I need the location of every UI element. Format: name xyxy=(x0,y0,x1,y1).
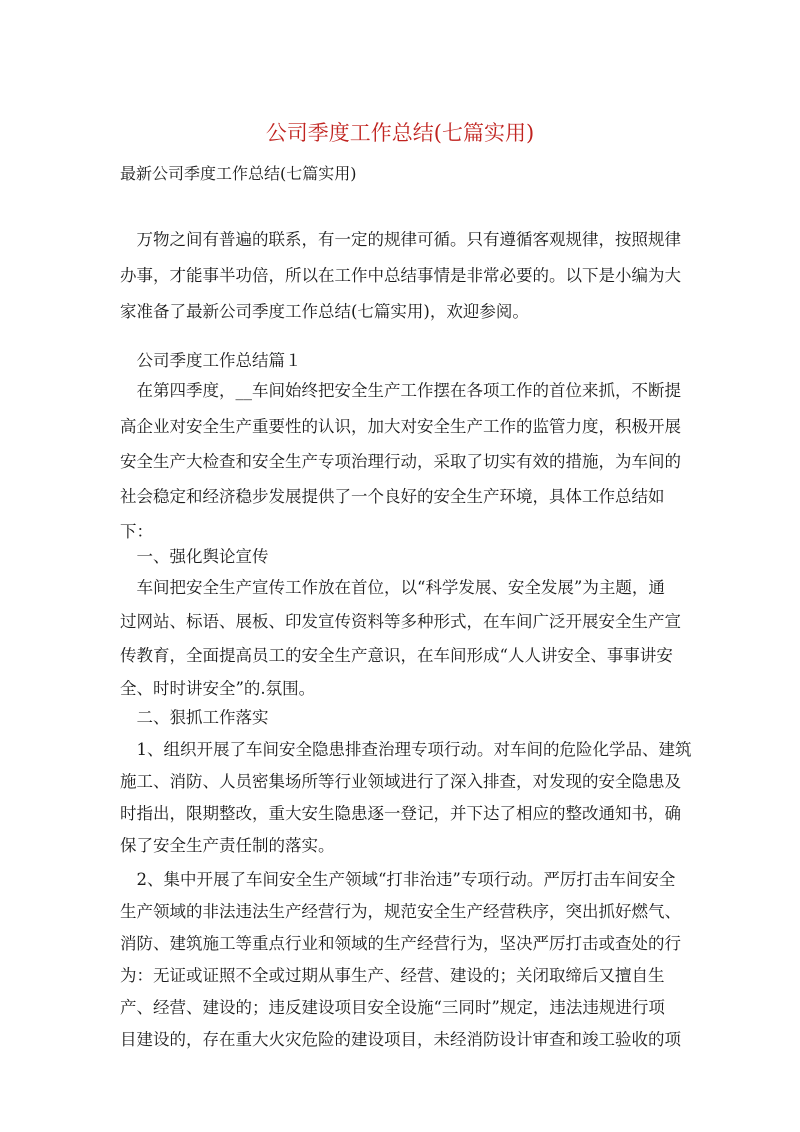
body-line: 施工、消防、人员密集场所等行业领域进行了深入排查，对发现的安全隐患及 xyxy=(120,772,681,791)
body-line: 生产领域的非法违法生产经营行为，规范安全生产经营秩序，突出抓好燃气、 xyxy=(120,902,681,921)
body-line: 时指出，限期整改，重大安生隐患逐一登记，并下达了相应的整改通知书，确 xyxy=(120,804,681,823)
intro-line: 家准备了最新公司季度工作总结(七篇实用)，欢迎参阅。 xyxy=(120,302,529,321)
section-heading: 公司季度工作总结篇１ xyxy=(120,351,302,370)
body-line: 目建设的，存在重大火灾危险的建设项目，未经消防设计审查和竣工验收的项 xyxy=(120,1030,681,1049)
body-line: 为：无证或证照不全或过期从事生产、经营、建设的；关闭取缔后又擅自生 xyxy=(120,966,665,985)
section-heading: 二、狠抓工作落实 xyxy=(120,708,269,727)
intro-line: 办事，才能事半功倍，所以在工作中总结事情是非常必要的。以下是小编为大 xyxy=(120,266,681,285)
section-heading: 一、强化舆论宣传 xyxy=(120,547,269,566)
body-line: 高企业对安全生产重要性的认识，加大对安全生产工作的监管力度，积极开展 xyxy=(120,417,681,436)
body-line: 车间把安全生产宣传工作放在首位，以“科学发展、安全发展”为主题，通 xyxy=(120,578,665,597)
body-line: 在第四季度，__车间始终把安全生产工作摆在各项工作的首位来抓，不断提 xyxy=(120,381,681,400)
document-title: 公司季度工作总结(七篇实用) xyxy=(265,121,535,145)
intro-line: 万物之间有普遍的联系，有一定的规律可循。只有遵循客观规律，按照规律 xyxy=(120,230,681,249)
body-line: 2、集中开展了车间安全生产领域“打非治违”专项行动。严厉打击车间安全 xyxy=(120,870,676,889)
body-line: 下： xyxy=(120,522,153,541)
document-subtitle: 最新公司季度工作总结(七篇实用) xyxy=(120,164,357,183)
body-line: 社会稳定和经济稳步发展提供了一个良好的安全生产环境，具体工作总结如 xyxy=(120,487,665,506)
body-line: 产、经营、建设的；违反建设项目安全设施“三同时”规定，违法违规进行项 xyxy=(120,998,665,1017)
body-line: 全、时时讲安全”的.氛围。 xyxy=(120,679,316,698)
body-line: 传教育，全面提高员工的安全生产意识，在车间形成“人人讲安全、事事讲安 xyxy=(120,646,673,665)
body-line: 过网站、标语、展板、印发宣传资料等多种形式，在车间广泛开展安全生产宣 xyxy=(120,612,681,631)
body-line: 1、组织开展了车间安全隐患排查治理专项行动。对车间的危险化学品、建筑 xyxy=(120,740,692,759)
body-line: 消防、建筑施工等重点行业和领域的生产经营行为，坚决严厉打击或查处的行 xyxy=(120,934,681,953)
body-line: 安全生产大检查和安全生产专项治理行动，采取了切实有效的措施，为车间的 xyxy=(120,452,681,471)
body-line: 保了安全生产责任制的落实。 xyxy=(120,836,335,855)
